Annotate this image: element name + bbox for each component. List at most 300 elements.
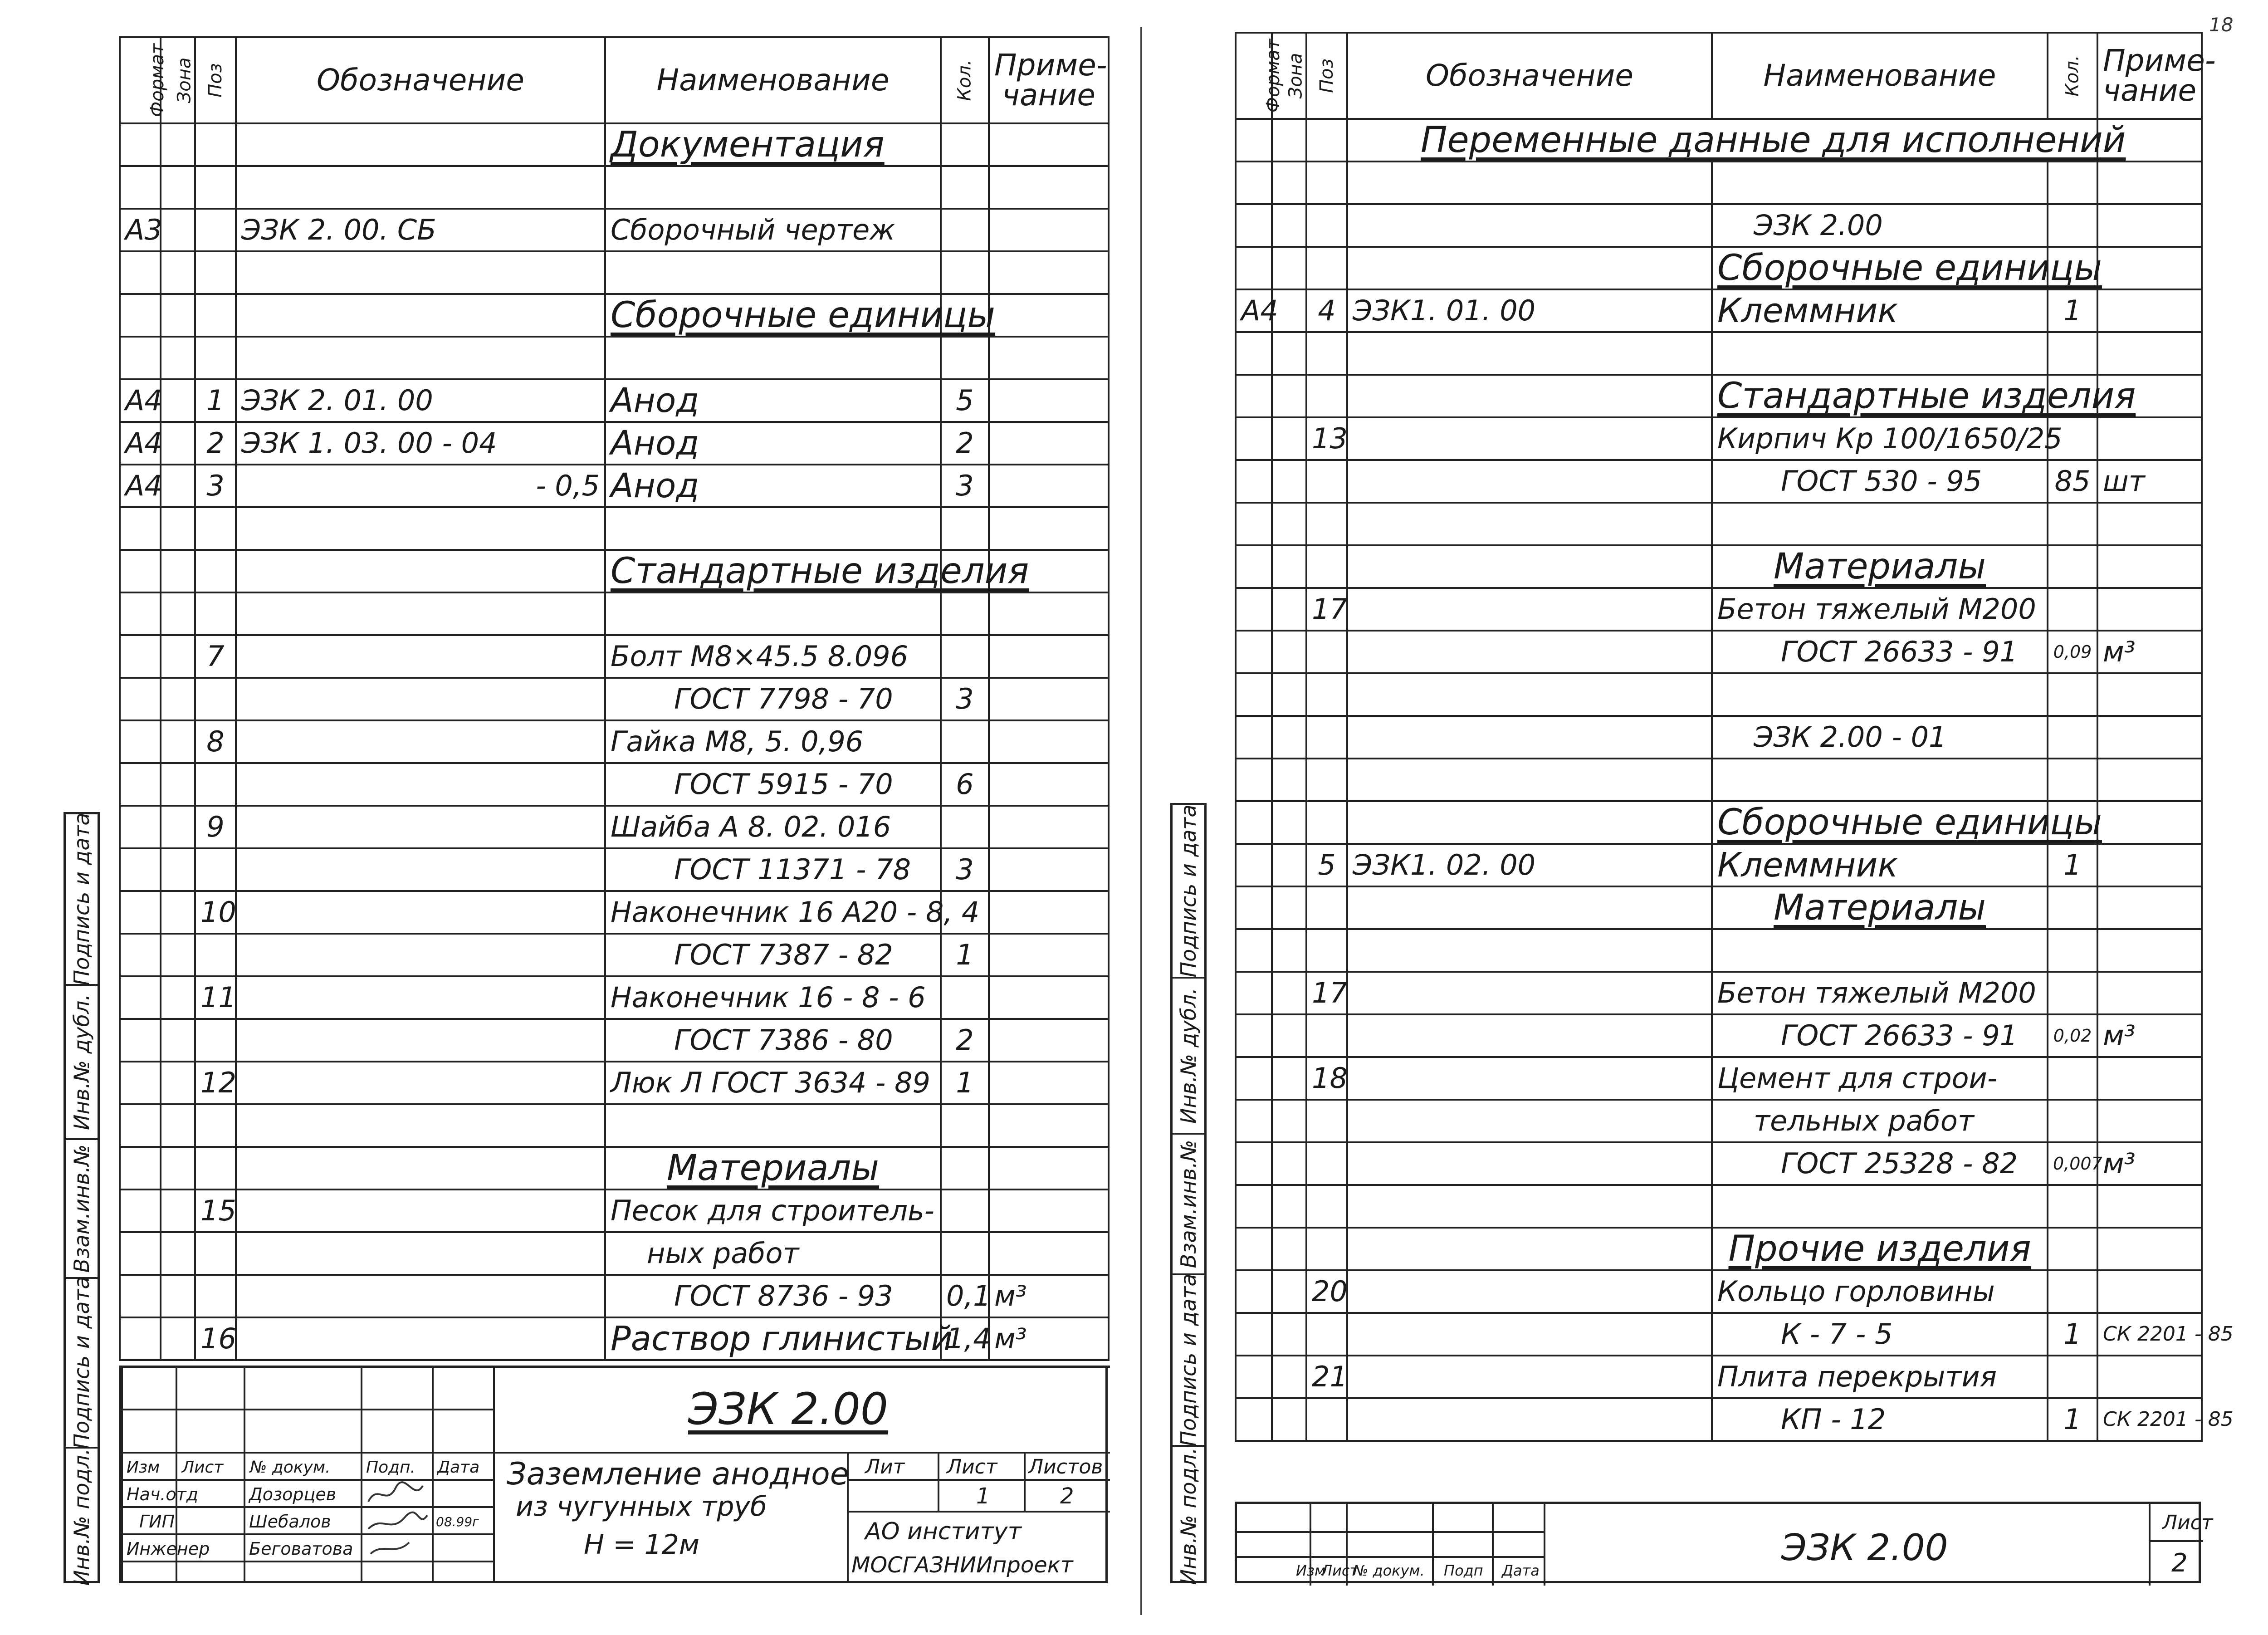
left-table-row — [120, 1190, 1109, 1232]
left-zone-cell — [161, 465, 195, 507]
left-pos-cell — [195, 550, 236, 592]
right-strip-label: Подпись и дата — [1176, 1273, 1201, 1447]
left-designation-cell — [236, 806, 605, 848]
left-zone-cell — [161, 166, 195, 209]
right-name-cell: Плита перекрытия — [1712, 1356, 2048, 1398]
right-variable-data-row — [1236, 119, 2202, 162]
left-format-cell — [120, 1104, 161, 1147]
left-note-cell — [989, 166, 1109, 209]
left-format-cell — [120, 1190, 161, 1232]
right-note-cell — [2097, 1100, 2202, 1142]
left-pos-cell — [195, 678, 236, 720]
left-qty-cell — [941, 1104, 989, 1147]
right-doc-code: ЭЗК 2.00 — [1781, 1527, 1948, 1569]
left-qty-cell: 3 — [941, 848, 989, 891]
right-col-designation: Обозначение — [1347, 33, 1712, 119]
left-zone-cell — [161, 848, 195, 891]
left-name-cell — [605, 507, 941, 550]
right-format-cell — [1236, 162, 1272, 204]
right-format-cell — [1236, 972, 1272, 1014]
right-table-row — [1236, 503, 2202, 545]
left-pos-cell: 1 — [195, 379, 236, 422]
left-format-cell: А3 — [120, 209, 161, 251]
left-tb-role-2: ГИП — [139, 1512, 175, 1532]
right-note-cell: СК 2201 - 85 — [2097, 1313, 2202, 1356]
left-designation-cell — [236, 1190, 605, 1232]
left-tb-title-1: Заземление анодное — [507, 1456, 849, 1492]
right-variable-data-title: Переменные данные для исполнений — [1347, 119, 2097, 162]
right-note-cell — [2097, 972, 2202, 1014]
right-zone-cell — [1272, 1014, 1306, 1057]
left-note-cell: м³ — [989, 1275, 1109, 1317]
left-format-cell — [120, 550, 161, 592]
left-table-row — [120, 550, 1109, 592]
right-name-cell: Бетон тяжелый М200 — [1712, 972, 2048, 1014]
right-zone-cell — [1272, 417, 1306, 460]
left-tb-role-1: Нач.отд — [127, 1484, 199, 1504]
left-zone-cell — [161, 1147, 195, 1190]
right-qty-cell — [2048, 545, 2097, 588]
left-pos-cell: 7 — [195, 635, 236, 678]
right-note-cell — [2097, 801, 2202, 844]
right-qty-cell: 1 — [2048, 289, 2097, 332]
right-tb-hdr-date: Дата — [1502, 1562, 1540, 1579]
left-tb-hdr-list: Лист — [182, 1458, 224, 1477]
left-zone-cell — [161, 123, 195, 166]
right-designation-cell — [1347, 588, 1712, 631]
right-zone-cell — [1272, 1142, 1306, 1185]
left-name-cell: ГОСТ 8736 - 93 — [605, 1275, 941, 1317]
left-designation-cell — [236, 294, 605, 337]
left-format-cell: А4 — [120, 379, 161, 422]
left-tb-name-2: Шебалов — [249, 1512, 331, 1532]
left-pos-cell — [195, 934, 236, 976]
right-tb-hdr-sign: Подп — [1444, 1562, 1483, 1579]
right-pos-cell: 13 — [1306, 417, 1347, 460]
left-zone-cell — [161, 1019, 195, 1062]
right-note-cell — [2097, 289, 2202, 332]
right-format-cell — [1236, 1185, 1272, 1228]
right-zone-cell — [1272, 673, 1306, 716]
right-table-row — [1236, 588, 2202, 631]
left-tb-lit-label: Лит — [865, 1455, 905, 1478]
left-table-body — [120, 123, 1109, 1360]
left-name-cell — [605, 592, 941, 635]
left-zone-cell — [161, 976, 195, 1019]
left-name-cell: Сборочный чертеж — [605, 209, 941, 251]
right-zone-cell — [1272, 503, 1306, 545]
right-qty-cell — [2048, 1057, 2097, 1100]
left-qty-cell: 1 — [941, 934, 989, 976]
right-qty-cell: 1 — [2048, 844, 2097, 886]
left-name-cell: ГОСТ 7387 - 82 — [605, 934, 941, 976]
right-format-cell — [1236, 332, 1272, 375]
right-strip-label: Инв.№ подл. — [1176, 1447, 1201, 1585]
right-qty-cell — [2048, 673, 2097, 716]
left-qty-cell — [941, 507, 989, 550]
right-zone-cell — [1272, 716, 1306, 759]
left-table-row — [120, 1019, 1109, 1062]
left-note-cell — [989, 422, 1109, 465]
right-table-row — [1236, 929, 2202, 972]
left-strip-cell — [66, 1138, 98, 1277]
right-qty-cell — [2048, 588, 2097, 631]
right-zone-cell — [1272, 886, 1306, 929]
left-col-designation: Обозначение — [236, 37, 605, 123]
right-format-cell — [1236, 1057, 1272, 1100]
left-qty-cell — [941, 337, 989, 379]
left-qty-cell — [941, 976, 989, 1019]
right-tb-hdr-doc: № докум. — [1353, 1562, 1425, 1579]
right-note-cell — [2097, 844, 2202, 886]
right-designation-cell — [1347, 1100, 1712, 1142]
left-name-cell — [605, 251, 941, 294]
left-qty-cell — [941, 1190, 989, 1232]
left-pos-cell — [195, 592, 236, 635]
right-name-cell: тельных работ — [1712, 1100, 2048, 1142]
page-fold-line — [1140, 27, 1142, 1615]
left-note-line1: Приме- — [994, 48, 1107, 83]
right-format-cell — [1236, 1356, 1272, 1398]
left-name-cell: ГОСТ 7798 - 70 — [605, 678, 941, 720]
right-table-row — [1236, 1313, 2202, 1356]
left-pos-cell — [195, 1104, 236, 1147]
left-designation-cell — [236, 763, 605, 806]
right-qty-cell — [2048, 503, 2097, 545]
right-designation-cell — [1347, 1356, 1712, 1398]
left-format-cell — [120, 507, 161, 550]
right-table-row — [1236, 1100, 2202, 1142]
left-note-cell — [989, 720, 1109, 763]
right-name-cell — [1712, 162, 2048, 204]
right-designation-cell — [1347, 375, 1712, 417]
left-pos-cell: 8 — [195, 720, 236, 763]
right-designation-cell — [1347, 631, 1712, 673]
left-pos-cell — [195, 848, 236, 891]
left-designation-cell — [236, 635, 605, 678]
left-designation-cell — [236, 251, 605, 294]
right-pos-cell — [1306, 929, 1347, 972]
right-pos-cell: 4 — [1306, 289, 1347, 332]
right-name-cell — [1712, 929, 2048, 972]
left-strip-cell — [66, 984, 98, 1138]
right-format-cell — [1236, 1100, 1272, 1142]
right-pos-cell — [1306, 1100, 1347, 1142]
right-table-row — [1236, 886, 2202, 929]
left-name-cell: Наконечник 16 А20 - 8, 4 — [605, 891, 941, 934]
left-qty-cell — [941, 209, 989, 251]
left-zone-cell — [161, 550, 195, 592]
right-designation-cell — [1347, 1142, 1712, 1185]
left-zone-cell — [161, 251, 195, 294]
right-format-cell — [1236, 545, 1272, 588]
right-name-cell: ЭЗК 2.00 - 01 — [1712, 716, 2048, 759]
right-pos-cell: 17 — [1306, 972, 1347, 1014]
right-note-cell: м³ — [2097, 1014, 2202, 1057]
right-note-cell — [2097, 759, 2202, 801]
right-format-cell — [1236, 1142, 1272, 1185]
left-col-qty: Кол. — [941, 37, 989, 123]
right-note-cell — [2097, 716, 2202, 759]
right-designation-cell — [1347, 801, 1712, 844]
right-name-cell: Материалы — [1712, 886, 2048, 929]
right-format-cell — [1236, 716, 1272, 759]
right-pos-cell — [1306, 886, 1347, 929]
left-zone-cell — [161, 507, 195, 550]
right-note-cell — [2097, 886, 2202, 929]
right-name-cell: Сборочные единицы — [1712, 247, 2048, 289]
right-pos-cell — [1306, 247, 1347, 289]
right-note-cell — [2097, 204, 2202, 247]
right-zone-cell — [1272, 332, 1306, 375]
right-pos-cell: 5 — [1306, 844, 1347, 886]
right-designation-cell — [1347, 673, 1712, 716]
left-table-row — [120, 1317, 1109, 1360]
left-name-cell: Документация — [605, 123, 941, 166]
right-strip-cell — [1173, 1133, 1204, 1273]
right-col-qty: Кол. — [2048, 33, 2097, 119]
right-name-cell: Клеммник — [1712, 844, 2048, 886]
left-strip-cell — [66, 814, 98, 984]
left-table-row — [120, 123, 1109, 166]
left-strip-label: Инв.№ дубл. — [69, 994, 94, 1131]
right-pos-cell — [1306, 1185, 1347, 1228]
right-note-cell — [2097, 545, 2202, 588]
left-col-note — [989, 37, 1109, 123]
right-table-row — [1236, 545, 2202, 588]
left-qty-cell — [941, 1232, 989, 1275]
right-pos-cell — [1306, 1313, 1347, 1356]
right-name-cell — [1712, 759, 2048, 801]
right-strip-cell — [1173, 977, 1204, 1133]
right-pos-cell — [1306, 545, 1347, 588]
left-tb-org-1: АО институт — [865, 1518, 1022, 1545]
right-qty-cell — [2048, 716, 2097, 759]
right-pos-cell — [1306, 204, 1347, 247]
right-table-row — [1236, 417, 2202, 460]
right-strip-cell — [1173, 805, 1204, 977]
left-note-cell — [989, 976, 1109, 1019]
left-designation-cell — [236, 891, 605, 934]
left-qty-cell: 2 — [941, 422, 989, 465]
left-zone-cell — [161, 337, 195, 379]
right-pos-cell — [1306, 1014, 1347, 1057]
left-tb-title-3: Н = 12м — [584, 1529, 700, 1561]
left-qty-cell: 1,4 — [941, 1317, 989, 1360]
right-zone-cell — [1272, 247, 1306, 289]
right-designation-cell — [1347, 460, 1712, 503]
right-name-cell: ГОСТ 530 - 95 — [1712, 460, 2048, 503]
left-pos-cell — [195, 123, 236, 166]
left-tb-hdr-date: Дата — [437, 1458, 480, 1477]
right-note-cell — [2097, 1356, 2202, 1398]
left-format-cell: А4 — [120, 465, 161, 507]
left-strip-label: Подпись и дата — [69, 813, 94, 986]
right-tb-hdr-list: Лист — [1321, 1562, 1359, 1579]
left-format-cell — [120, 891, 161, 934]
left-designation-cell — [236, 1275, 605, 1317]
right-pos-cell — [1306, 759, 1347, 801]
right-qty-cell: 0,007 — [2048, 1142, 2097, 1185]
right-designation-cell — [1347, 204, 1712, 247]
right-designation-cell — [1347, 1270, 1712, 1313]
left-zone-cell — [161, 379, 195, 422]
left-table-row — [120, 763, 1109, 806]
right-format-cell — [1236, 460, 1272, 503]
left-format-cell — [120, 848, 161, 891]
left-table-row — [120, 806, 1109, 848]
left-note-cell — [989, 848, 1109, 891]
right-header-row — [1236, 33, 2202, 119]
left-table-row — [120, 465, 1109, 507]
right-qty-cell — [2048, 204, 2097, 247]
right-col-format: Формат — [1236, 33, 1272, 119]
right-zone-cell — [1272, 759, 1306, 801]
left-name-cell: ных работ — [605, 1232, 941, 1275]
left-format-cell: А4 — [120, 422, 161, 465]
right-pos-cell — [1306, 375, 1347, 417]
right-page — [1161, 0, 2268, 1635]
left-designation-cell — [236, 976, 605, 1019]
right-pos-cell — [1306, 1398, 1347, 1441]
left-format-cell — [120, 720, 161, 763]
left-col-format: Формат — [120, 37, 161, 123]
left-note-line2: чание — [1002, 78, 1096, 113]
right-table-row — [1236, 289, 2202, 332]
left-designation-cell: - 0,5 — [236, 465, 605, 507]
left-pos-cell — [195, 1019, 236, 1062]
right-table-row — [1236, 972, 2202, 1014]
left-tb-org-2: МОСГАЗНИИпроект — [851, 1552, 1073, 1578]
right-format-cell — [1236, 844, 1272, 886]
right-table-row — [1236, 1185, 2202, 1228]
right-qty-cell: 1 — [2048, 1398, 2097, 1441]
right-table-row — [1236, 204, 2202, 247]
right-designation-cell — [1347, 1228, 1712, 1270]
right-zone-cell — [1272, 545, 1306, 588]
right-note-line2: чание — [2103, 73, 2197, 108]
left-tb-hdr-doc: № докум. — [250, 1458, 331, 1477]
right-designation-cell — [1347, 162, 1712, 204]
left-designation-cell — [236, 1062, 605, 1104]
right-pos-cell — [1306, 332, 1347, 375]
left-tb-name-3: Беговатова — [249, 1539, 353, 1559]
left-name-cell: Песок для строитель- — [605, 1190, 941, 1232]
right-qty-cell — [2048, 759, 2097, 801]
right-strip-label: Инв.№ дубл. — [1176, 988, 1201, 1124]
left-table-row — [120, 592, 1109, 635]
right-zone-cell — [1272, 204, 1306, 247]
left-strip-label: Инв.№ подл. — [69, 1448, 94, 1586]
right-pos-cell — [1306, 1228, 1347, 1270]
left-format-cell — [120, 763, 161, 806]
right-qty-cell — [2048, 162, 2097, 204]
left-note-cell — [989, 934, 1109, 976]
left-table-row — [120, 166, 1109, 209]
left-format-cell — [120, 976, 161, 1019]
left-format-cell — [120, 166, 161, 209]
left-spec-table — [119, 36, 1110, 1361]
left-pos-cell — [195, 209, 236, 251]
left-pos-cell: 12 — [195, 1062, 236, 1104]
left-note-cell — [989, 337, 1109, 379]
right-zone-cell — [1272, 1185, 1306, 1228]
right-note-cell — [2097, 1185, 2202, 1228]
left-format-cell — [120, 635, 161, 678]
left-strip-label: Подпись и дата — [69, 1276, 94, 1449]
right-note-cell: м³ — [2097, 631, 2202, 673]
left-tb-hdr-sign: Подп. — [366, 1458, 415, 1477]
right-note-line1: Приме- — [2103, 43, 2216, 78]
left-designation-cell: ЭЗК 2. 00. СБ — [236, 209, 605, 251]
right-qty-cell — [2048, 1100, 2097, 1142]
left-name-cell: Болт М8×45.5 8.096 — [605, 635, 941, 678]
left-note-cell — [989, 1062, 1109, 1104]
right-zone-cell — [1272, 929, 1306, 972]
right-format-cell — [1236, 417, 1272, 460]
right-pos-cell — [1306, 716, 1347, 759]
left-table-row — [120, 848, 1109, 891]
right-tb-sheet-label: Лист — [2162, 1511, 2213, 1534]
right-zone-cell — [1272, 801, 1306, 844]
right-format-cell — [1236, 247, 1272, 289]
right-qty-cell: 0,09 — [2048, 631, 2097, 673]
left-qty-cell: 3 — [941, 678, 989, 720]
left-designation-cell — [236, 507, 605, 550]
left-name-cell — [605, 1104, 941, 1147]
right-qty-cell — [2048, 332, 2097, 375]
left-designation-cell — [236, 720, 605, 763]
right-table-row — [1236, 673, 2202, 716]
right-note-cell: шт — [2097, 460, 2202, 503]
right-pos-cell — [1306, 631, 1347, 673]
right-side-strip — [1170, 803, 1207, 1583]
right-tb-sheet-num: 2 — [2171, 1548, 2188, 1578]
left-note-cell — [989, 635, 1109, 678]
left-format-cell — [120, 294, 161, 337]
right-zone-cell — [1272, 1057, 1306, 1100]
right-designation-cell — [1347, 1398, 1712, 1441]
right-note-cell — [2097, 162, 2202, 204]
right-table-row — [1236, 801, 2202, 844]
right-note-cell — [2097, 503, 2202, 545]
right-designation-cell — [1347, 929, 1712, 972]
right-format-cell — [1236, 1270, 1272, 1313]
left-note-cell — [989, 678, 1109, 720]
left-zone-cell — [161, 891, 195, 934]
right-pos-cell — [1306, 503, 1347, 545]
left-name-cell — [605, 337, 941, 379]
left-pos-cell — [195, 166, 236, 209]
right-zone-cell — [1272, 1398, 1306, 1441]
right-table-row — [1236, 247, 2202, 289]
left-note-cell — [989, 379, 1109, 422]
left-name-cell: Стандартные изделия — [605, 550, 941, 592]
right-format-cell — [1236, 801, 1272, 844]
left-table-row — [120, 720, 1109, 763]
right-format-cell — [1236, 588, 1272, 631]
right-col-name: Наименование — [1712, 33, 2048, 119]
right-name-cell: Кирпич Кр 100/1650/25 — [1712, 417, 2048, 460]
left-name-cell — [605, 166, 941, 209]
left-note-cell — [989, 465, 1109, 507]
right-designation-cell — [1347, 1057, 1712, 1100]
right-designation-cell — [1347, 545, 1712, 588]
right-note-cell — [2097, 929, 2202, 972]
right-table-row — [1236, 716, 2202, 759]
right-table-row — [1236, 1057, 2202, 1100]
right-zone-cell — [1272, 844, 1306, 886]
